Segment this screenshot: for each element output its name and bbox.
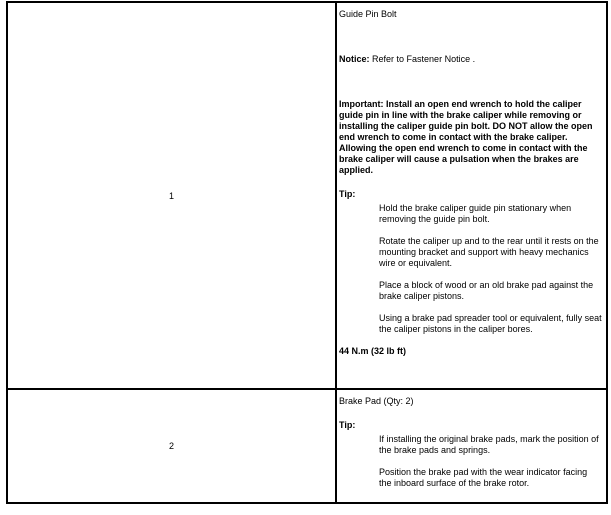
tip-item: Position the brake pad with the wear indicator facing the inboard surface of the brake rotor. bbox=[379, 467, 588, 488]
tip-list bbox=[339, 434, 602, 489]
step-row bbox=[7, 389, 607, 503]
tip-label: Tip: bbox=[339, 189, 356, 199]
tip-item: Place a block of wood or an old brake pad against the brake caliper pistons. bbox=[379, 280, 594, 301]
tip-item: If installing the original brake pads, mark the position of the brake pads and springs. bbox=[379, 434, 599, 455]
important-note: Important: Install an open end wrench to hold the caliper guide pin in line with the brake caliper while removing or installing the caliper guide pin bolt. DO NOT allow the open end wrench to come in contact with the brake caliper. Allowing the open end wrench to come in contact with the brake caliper will cause a pulsation when the brakes are applied. bbox=[339, 99, 593, 175]
step-description bbox=[336, 389, 607, 503]
tip-item: Hold the brake caliper guide pin stationary when removing the guide pin bolt. bbox=[379, 203, 572, 224]
step-title: Guide Pin Bolt bbox=[339, 9, 397, 19]
torque-spec: 44 N.m (32 lb ft) bbox=[339, 346, 407, 356]
tip-list bbox=[339, 203, 602, 335]
notice-text: Refer to Fastener Notice . bbox=[372, 54, 476, 64]
tip-label: Tip: bbox=[339, 420, 356, 430]
procedure-table bbox=[6, 1, 608, 504]
step-row bbox=[7, 2, 607, 389]
notice bbox=[339, 54, 602, 65]
tip-item: Using a brake pad spreader tool or equivalent, fully seat the caliper pistons in the caliper bores. bbox=[379, 313, 602, 334]
tip-item: Rotate the caliper up and to the rear until it rests on the mounting bracket and support with heavy mechanics wire or equivalent. bbox=[379, 236, 599, 268]
notice-label: Notice: bbox=[339, 54, 370, 64]
step-number: 1 bbox=[7, 2, 336, 389]
step-title: Brake Pad (Qty: 2) bbox=[339, 396, 414, 406]
step-number: 2 bbox=[7, 389, 336, 503]
step-description bbox=[336, 2, 607, 389]
